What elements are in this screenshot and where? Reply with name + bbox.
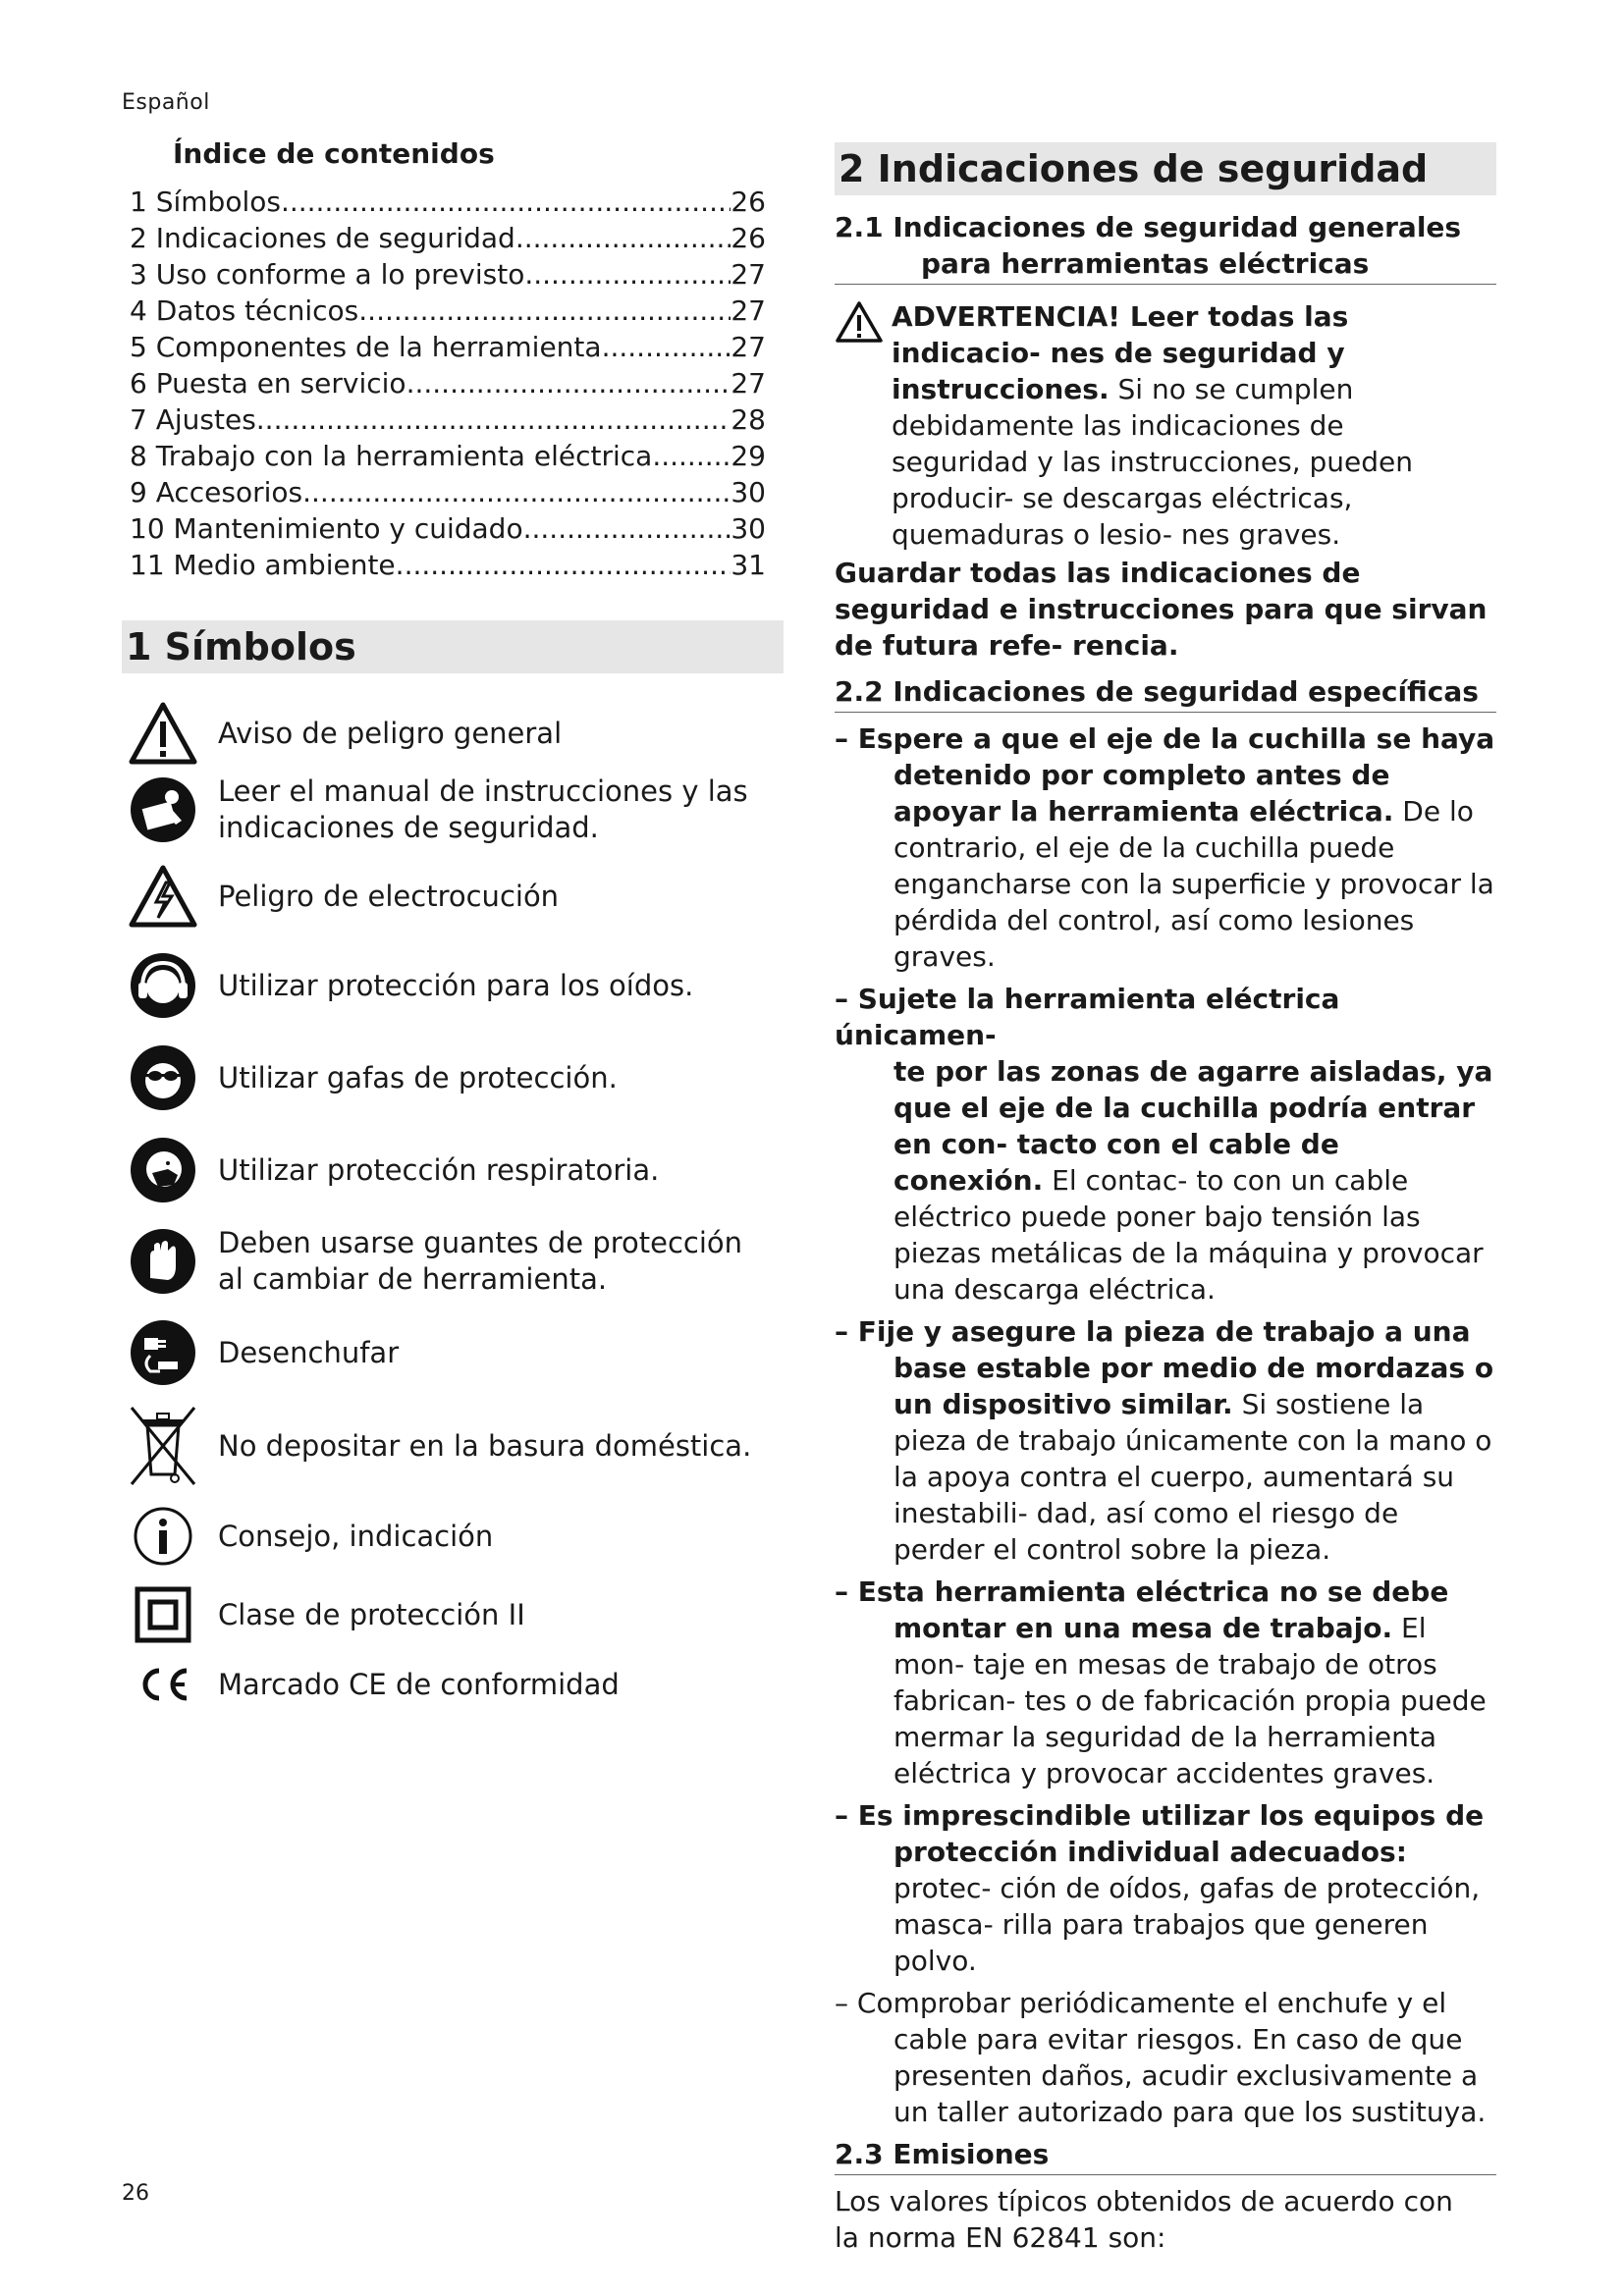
toc-title: Índice de contenidos (173, 137, 495, 170)
toc-item-page: 29 (731, 440, 766, 472)
toc-item-label: 11 Medio ambiente (130, 549, 396, 581)
symbol-list (122, 699, 784, 1712)
symbol-text: Utilizar protección para los oídos. (218, 968, 694, 1002)
general-warning (835, 298, 1496, 553)
toc-item-label: 6 Puesta en servicio (130, 367, 406, 400)
toc-leader-dots (523, 510, 731, 547)
bullet-lead: – Es imprescindible utilizar los equipos de (835, 1799, 1485, 1832)
symbol-text: Leer el manual de instrucciones y las indicaciones de seguridad. (218, 774, 748, 844)
toc-leader-dots (302, 474, 731, 510)
toc-item[interactable] (130, 184, 766, 220)
symbol-text: Aviso de peligro general (218, 716, 563, 750)
warning-text (892, 298, 1473, 553)
symbol-row (128, 1133, 784, 1207)
symbol-row (128, 1041, 784, 1115)
page-number: 26 (122, 2181, 149, 2206)
toc-item[interactable] (130, 438, 766, 474)
toc-item[interactable] (130, 256, 766, 293)
section-1-heading: 1 Símbolos (122, 620, 784, 673)
electric-shock-icon (128, 861, 198, 932)
symbol-row (128, 1502, 784, 1571)
warning-triangle-icon (835, 298, 892, 553)
subsection-2-2-heading: 2.2 Indicaciones de seguridad específicas (835, 673, 1496, 713)
toc-item[interactable] (130, 293, 766, 329)
toc-item[interactable] (130, 547, 766, 583)
specific-safety-list (835, 721, 1496, 2130)
symbol-row (128, 1657, 784, 1712)
bullet-first-line (835, 721, 1496, 757)
bullet-first-line (835, 1574, 1496, 1610)
toc-leader-dots (396, 547, 731, 583)
symbol-text: Deben usarse guantes de protección al cambiar de herramienta. (218, 1226, 743, 1296)
symbol-text: Marcado CE de conformidad (218, 1667, 620, 1701)
symbol-row (128, 1221, 784, 1302)
toc-item-label: 1 Símbolos (130, 186, 281, 218)
toc-item[interactable] (130, 401, 766, 438)
safety-bullet (835, 1574, 1496, 1791)
bullet-bold: te por las zonas de agarre aisladas, ya que el eje de la cuchilla podría entrar en con- tacto con el cable de conexión. (893, 1055, 1493, 1197)
bullet-body (835, 1610, 1496, 1791)
toc-item[interactable] (130, 474, 766, 510)
toc-item-label: 7 Ajustes (130, 403, 256, 436)
symbol-row (128, 862, 784, 931)
crossed-bin-icon (128, 1403, 198, 1489)
bullet-body (835, 1053, 1496, 1308)
bullet-first-line (835, 1313, 1496, 1350)
bullet-text: De lo contrario, el eje de la cuchilla puede engancharse con la superficie y provocar la pérdida del control, así como lesiones graves. (893, 795, 1494, 973)
symbol-text: Clase de protección II (218, 1597, 525, 1631)
symbol-row (128, 1402, 784, 1490)
toc-item[interactable] (130, 365, 766, 401)
toc-item-page: 27 (731, 258, 766, 291)
ear-protection-icon (128, 950, 198, 1021)
bullet-first-line (835, 981, 1496, 1053)
bullet-body (835, 1834, 1496, 1979)
bullet-text: protec- ción de oídos, gafas de protección, masca- rilla para trabajos que generen polvo. (893, 1872, 1481, 1977)
toc-leader-dots (406, 365, 731, 401)
bullet-lead: – Espere a que el eje de la cuchilla se haya (835, 722, 1495, 755)
bullet-body (835, 757, 1496, 975)
safety-goggles-icon (128, 1042, 198, 1113)
toc-item-label: 10 Mantenimiento y cuidado (130, 512, 523, 545)
unplug-icon (128, 1317, 198, 1388)
symbol-row (128, 1582, 784, 1647)
bullet-lead: – Comprobar periódicamente el enchufe y el (835, 1987, 1447, 2019)
safety-bullet (835, 1985, 1496, 2130)
toc-leader-dots (524, 256, 731, 293)
subsection-title-line: para herramientas eléctricas (921, 247, 1370, 280)
toc-item-page: 26 (731, 186, 766, 218)
toc-item-page: 27 (731, 367, 766, 400)
bullet-text: cable para evitar riesgos. En caso de que presenten daños, acudir exclusivamente a un taller autorizado para que los sustituya. (893, 2023, 1487, 2128)
toc-list (122, 184, 784, 583)
bullet-lead: – Sujete la herramienta eléctrica únicamen- (835, 983, 1340, 1051)
toc-leader-dots (515, 220, 731, 256)
page-language-label: Español (122, 90, 210, 115)
symbol-text: Utilizar protección respiratoria. (218, 1152, 660, 1187)
warning-triangle-icon (128, 698, 198, 769)
toc-leader-dots (358, 293, 731, 329)
read-manual-icon (128, 774, 198, 845)
toc-item[interactable] (130, 329, 766, 365)
toc-item-label: 4 Datos técnicos (130, 294, 359, 327)
toc-item-label: 5 Componentes de la herramienta (130, 331, 602, 363)
toc-leader-dots (652, 438, 731, 474)
symbol-row (128, 770, 784, 850)
symbol-row (128, 699, 784, 768)
protective-gloves-icon (128, 1226, 198, 1297)
bullet-text: El contac- to con un cable eléctrico puede poner bajo tensión las piezas metálicas de la máquina y provocar una descarga eléctrica. (893, 1164, 1484, 1306)
warning-bold: ADVERTENCIA! Leer todas las indicacio- nes de seguridad y instrucciones. (892, 300, 1349, 405)
safety-bullet (835, 981, 1496, 1308)
toc-item-page: 26 (731, 222, 766, 254)
bullet-text: El mon- taje en mesas de trabajo de otros fabrican- tes o de fabricación propia puede mermar la seguridad de la herramienta eléctrica y provocar accidentes graves. (893, 1612, 1487, 1789)
bullet-text: Si sostiene la pieza de trabajo únicamente con la mano o la apoya contra el cuerpo, aumentará su inestabili- dad, así como el riesgo de perder el control sobre la pieza. (893, 1388, 1492, 1566)
protection-class-ii-icon (128, 1579, 198, 1650)
warning-body: Si no se cumplen debidamente las indicaciones de seguridad y las instrucciones, pueden producir- se descargas eléctricas, quemaduras o lesio- nes graves. (892, 373, 1414, 551)
bullet-first-line (835, 1797, 1496, 1834)
bullet-body (835, 2021, 1496, 2130)
toc-item-page: 31 (731, 549, 766, 581)
symbol-text: Utilizar gafas de protección. (218, 1060, 618, 1095)
symbol-row (128, 948, 784, 1023)
subsection-title-line: 2.1 Indicaciones de seguridad generales (835, 211, 1462, 243)
left-column (122, 137, 784, 1712)
bullet-bold: detenido por completo antes de apoyar la herramienta eléctrica. (893, 759, 1394, 828)
safety-bullet (835, 1797, 1496, 1979)
safety-bullet (835, 1313, 1496, 1568)
subsection-2-1-heading (835, 209, 1496, 285)
toc-item-label: 3 Uso conforme a lo previsto (130, 258, 525, 291)
symbol-text: No depositar en la basura doméstica. (218, 1428, 752, 1463)
symbol-row (128, 1315, 784, 1390)
bullet-body (835, 1350, 1496, 1568)
toc-leader-dots (281, 184, 731, 220)
respiratory-protection-icon (128, 1135, 198, 1205)
toc-item[interactable] (130, 220, 766, 256)
toc-item-label: 2 Indicaciones de seguridad (130, 222, 515, 254)
toc-item-page: 27 (731, 294, 766, 327)
info-icon (128, 1501, 198, 1572)
toc-leader-dots (256, 401, 731, 438)
safety-bullet (835, 721, 1496, 975)
toc-item-label: 9 Accesorios (130, 476, 303, 508)
bullet-bold: protección individual adecuados: (893, 1836, 1407, 1868)
toc-item-page: 30 (731, 512, 766, 545)
keep-instructions-bold: Guardar todas las indicaciones de seguridad e instrucciones para que sirvan de futura refe- rencia. (835, 557, 1488, 662)
symbol-text: Desenchufar (218, 1335, 400, 1369)
symbol-text: Consejo, indicación (218, 1519, 494, 1553)
toc-item-page: 28 (731, 403, 766, 436)
bullet-lead: – Esta herramienta eléctrica no se debe (835, 1575, 1449, 1608)
right-column (835, 142, 1496, 2256)
toc-item-page: 30 (731, 476, 766, 508)
ce-mark-icon (128, 1649, 198, 1720)
bullet-bold: base estable por medio de mordazas o un dispositivo similar. (893, 1352, 1494, 1420)
emissions-text: Los valores típicos obtenidos de acuerdo con la norma EN 62841 son: (835, 2185, 1453, 2254)
section-2-heading: 2 Indicaciones de seguridad (835, 142, 1496, 195)
toc-item-page: 27 (731, 331, 766, 363)
bullet-lead: – Fije y asegure la pieza de trabajo a una (835, 1315, 1471, 1348)
subsection-2-3-heading: 2.3 Emisiones (835, 2136, 1496, 2175)
bullet-bold: montar en una mesa de trabajo. (893, 1612, 1393, 1644)
toc-item[interactable] (130, 510, 766, 547)
symbol-text: Peligro de electrocución (218, 879, 560, 913)
keep-instructions (835, 555, 1496, 664)
toc-item-label: 8 Trabajo con la herramienta eléctrica (130, 440, 653, 472)
toc-leader-dots (602, 329, 731, 365)
